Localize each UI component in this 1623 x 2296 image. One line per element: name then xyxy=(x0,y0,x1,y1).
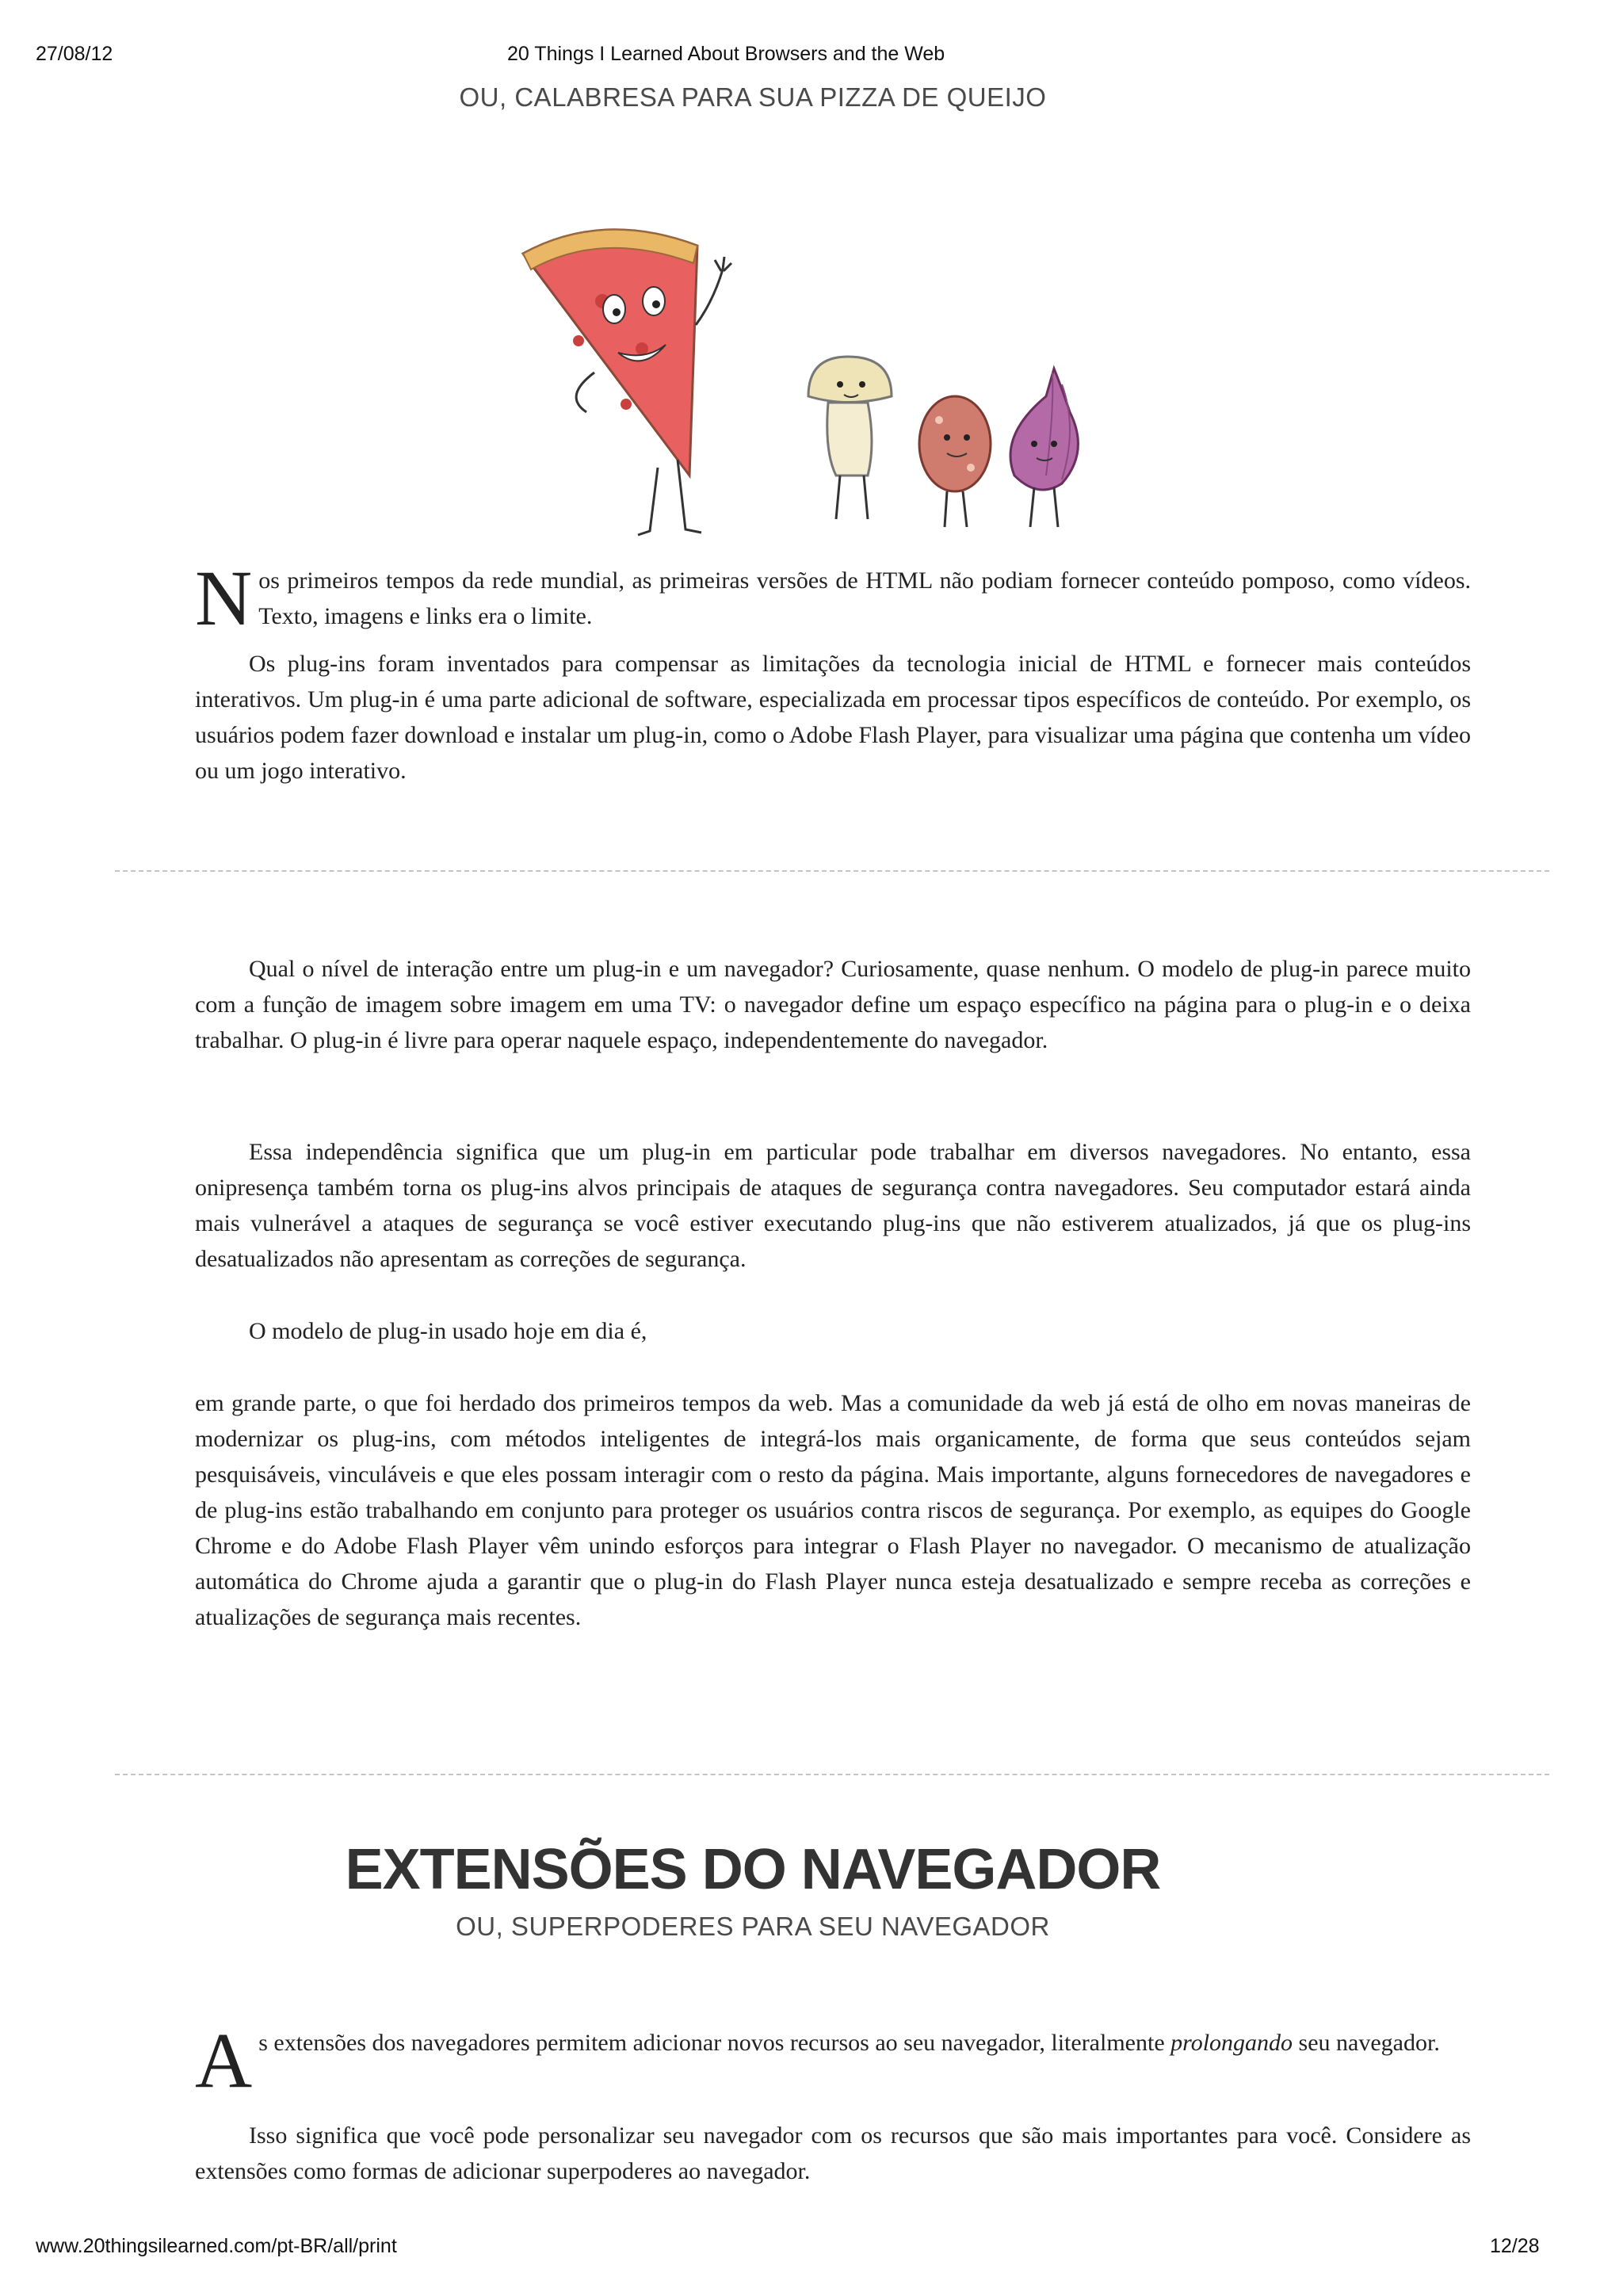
intro-paragraph-plugins xyxy=(195,554,1471,642)
salami-character xyxy=(919,396,991,527)
section-divider xyxy=(115,870,1549,872)
section-subtitle-extensions: OU, SUPERPODERES PARA SEU NAVEGADOR xyxy=(456,1912,1050,1941)
drop-cap-n: N xyxy=(195,554,253,642)
pizza-toppings-illustration xyxy=(507,214,1157,547)
chapter-title-extensions: EXTENSÕES DO NAVEGADOR xyxy=(345,1838,1161,1901)
italic-prolongando: prolongando xyxy=(1170,2030,1293,2056)
paragraph-independence: Essa independência significa que um plug-in em particular pode trabalhar em diversos navegadores. No entanto, essa onipresença também torna os plug-ins alvos principais de ataques de segurança contra navegadores. Seu computador estará ainda mais vulnerável a ataques de segurança se você estiver executando plug-ins que não estiverem atualizados, já que os plug-ins desatualizados não apresentam as correções de segurança. xyxy=(195,1139,1471,1272)
intro-text-plugins: os primeiros tempos da rede mundial, as primeiras versões de HTML não podiam fornecer conteúdo pomposo, como vídeos. Texto, imagens e links era o limite. xyxy=(258,567,1471,629)
pizza-slice-character xyxy=(523,230,731,535)
intro-paragraph-extensions xyxy=(195,2016,1471,2104)
section-subtitle-plugins: OU, CALABRESA PARA SUA PIZZA DE QUEIJO xyxy=(459,82,1047,112)
print-date: 27/08/12 xyxy=(36,43,113,65)
intro-text-extensions-b: seu navegador. xyxy=(1293,2030,1440,2056)
intro-text-extensions-a: s extensões dos navegadores permitem adicionar novos recursos ao seu navegador, literalmente xyxy=(258,2030,1171,2056)
paragraph-interaction-level: Qual o nível de interação entre um plug-in e um navegador? Curiosamente, quase nenhum. O modelo de plug-in parece muito com a função de imagem sobre imagem em uma TV: o navegador define um espaço específico na página para o plug-in e o deixa trabalhar. O plug-in é livre para operar naquele espaço, independentemente do navegador. xyxy=(195,956,1471,1053)
document-title: 20 Things I Learned About Browsers and the Web xyxy=(507,43,945,65)
paragraph-heritage: em grande parte, o que foi herdado dos primeiros tempos da web. Mas a comunidade da web já está de olho em novas maneiras de modernizar os plug-ins, com métodos inteligentes de integrá-los mais organicamente, de forma que seus conteúdos sejam pesquisáveis, vinculáveis e que eles possam interagir com o resto da página. Mais importante, alguns fornecedores de navegadores e de plug-ins estão trabalhando em conjunto para proteger os usuários contra riscos de segurança. Por exemplo, as equipes do Google Chrome e do Adobe Flash Player vêm unindo esforços para integrar o Flash Player no navegador. O mecanismo de atualização automática do Chrome ajuda a garantir que o plug-in do Flash Player nunca esteja desatualizado e sempre receba as correções e atualizações de segurança mais recentes. xyxy=(195,1390,1471,1630)
footer-url: www.20thingsilearned.com/pt-BR/all/print xyxy=(36,2235,397,2257)
onion-character xyxy=(1010,369,1078,527)
section-divider xyxy=(115,1774,1549,1775)
mushroom-character xyxy=(808,357,892,519)
paragraph-customize: Isso significa que você pode personalizar seu navegador com os recursos que são mais importantes para você. Considere as extensões como formas de adicionar superpoderes ao navegador. xyxy=(195,2122,1471,2184)
page-number: 12/28 xyxy=(1490,2235,1540,2257)
paragraph-model-today: O modelo de plug-in usado hoje em dia é, xyxy=(249,1318,647,1344)
paragraph-plugins-invented: Os plug-ins foram inventados para compensar as limitações da tecnologia inicial de HTML e fornecer mais conteúdos interativos. Um plug-in é uma parte adicional de software, especializada em processar tipos específicos de conteúdo. Por exemplo, os usuários podem fazer download e instalar um plug-in, como o Adobe Flash Player, para visualizar uma página que contenha um vídeo ou um jogo interativo. xyxy=(195,651,1471,784)
drop-cap-a: A xyxy=(195,2016,253,2104)
